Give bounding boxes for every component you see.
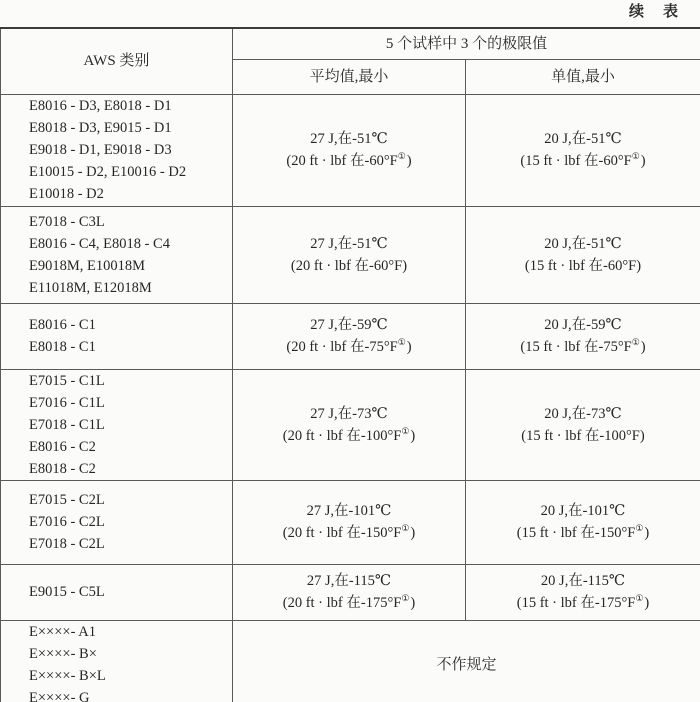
value-line1: 27 J,在-59℃	[310, 317, 388, 333]
value-line2-close: )	[406, 339, 412, 355]
table-row	[1, 620, 700, 702]
value-line2-text: (15 ft · lbf 在-175°F	[516, 595, 636, 611]
value-line2	[466, 425, 700, 447]
table-row	[1, 303, 700, 369]
value-line2-close: )	[644, 595, 650, 611]
value-line2-close: )	[410, 525, 416, 541]
aws-class-line: E8016 - D3, E8018 - D1	[29, 98, 172, 114]
table-row	[1, 564, 700, 620]
value-line2-text: (20 ft · lbf 在-175°F	[282, 595, 402, 611]
value-line1: 27 J,在-101℃	[306, 503, 392, 519]
average-min-header: 平均值,最小	[233, 59, 466, 94]
aws-class-line: E9018M, E10018M	[29, 257, 145, 274]
value-line2	[233, 592, 465, 614]
value-line1: 27 J,在-51℃	[310, 235, 388, 252]
aws-class-line: E8016 - C1	[29, 317, 96, 333]
single-value-cell	[466, 480, 700, 564]
footnote-marker: ①	[401, 425, 411, 436]
value-line2-text: (20 ft · lbf 在-60°F	[286, 153, 398, 169]
limit-values-span-header: 5 个试样中 3 个的极限值	[233, 28, 700, 59]
footnote-marker: ①	[401, 523, 411, 534]
table-row	[1, 369, 700, 480]
average-value-cell	[233, 564, 466, 620]
aws-class-line: E7018 - C3L	[29, 213, 105, 230]
aws-class-line: E8018 - D3, E9015 - D1	[29, 120, 172, 136]
aws-class-line: E9018 - D1, E9018 - D3	[29, 142, 172, 158]
value-line2-text: (20 ft · lbf 在-75°F	[286, 339, 398, 355]
value-line2-text: (15 ft · lbf 在-75°F	[520, 339, 632, 355]
aws-class-line: E7015 - C2L	[29, 492, 105, 508]
aws-class-line: E××××- A1	[29, 623, 96, 640]
value-line2	[233, 522, 465, 544]
value-line2	[233, 150, 465, 172]
value-line2	[466, 522, 700, 544]
table-row	[1, 94, 700, 206]
value-line1: 20 J,在-59℃	[544, 317, 622, 333]
aws-class-line: E7015 - C1L	[29, 372, 105, 389]
aws-class-cell	[1, 206, 233, 303]
value-line2	[233, 336, 465, 358]
footnote-marker: ①	[635, 523, 645, 534]
aws-class-line: E10018 - D2	[29, 186, 104, 202]
aws-class-line: E××××- B×	[29, 645, 97, 662]
value-line1: 20 J,在-51℃	[544, 235, 622, 252]
footnote-marker: ①	[635, 593, 645, 604]
footnote-marker: ①	[631, 337, 641, 348]
no-requirement-cell: 不作规定	[233, 620, 700, 702]
value-line1: 20 J,在-51℃	[544, 131, 622, 147]
aws-class-line: E9015 - C5L	[29, 584, 105, 600]
value-line2	[466, 336, 700, 358]
average-value-cell	[233, 480, 466, 564]
aws-class-line: E11018M, E12018M	[29, 279, 152, 296]
value-line2-close: )	[410, 427, 416, 444]
aws-class-line: E8016 - C4, E8018 - C4	[29, 235, 170, 252]
aws-class-line: E8018 - C2	[29, 460, 96, 477]
value-line1: 20 J,在-101℃	[540, 503, 626, 519]
aws-class-header: AWS 类别	[1, 28, 233, 94]
aws-class-cell	[1, 94, 233, 206]
aws-class-line: E7018 - C1L	[29, 416, 105, 433]
aws-class-cell	[1, 303, 233, 369]
aws-class-line: E10015 - D2, E10016 - D2	[29, 164, 187, 180]
continued-table-label: 续 表	[628, 4, 680, 20]
aws-class-cell	[1, 369, 233, 480]
aws-class-line: E7016 - C2L	[29, 514, 105, 530]
value-line2-text: (15 ft · lbf 在-60°F	[520, 153, 632, 169]
value-line2-text: (15 ft · lbf 在-100°F)	[521, 427, 645, 444]
footnote-marker: ①	[397, 151, 407, 162]
value-line1: 27 J,在-73℃	[310, 405, 388, 422]
value-line2-text: (20 ft · lbf 在-100°F	[282, 427, 402, 444]
average-value-cell	[233, 94, 466, 206]
aws-class-line: E××××- G	[29, 689, 90, 702]
value-line2-close: )	[640, 339, 646, 355]
impact-values-table	[0, 27, 700, 702]
single-value-cell	[466, 206, 700, 303]
value-line2-close: )	[640, 153, 646, 169]
aws-class-line: E8016 - C2	[29, 438, 96, 455]
value-line1: 20 J,在-73℃	[544, 405, 622, 422]
aws-class-cell	[1, 564, 233, 620]
single-value-cell	[466, 94, 700, 206]
table-row	[1, 480, 700, 564]
value-line2-text: (20 ft · lbf 在-150°F	[282, 525, 402, 541]
average-value-cell	[233, 303, 466, 369]
value-line1: 20 J,在-115℃	[540, 573, 626, 589]
single-min-header: 单值,最小	[466, 59, 700, 94]
value-line2	[233, 425, 465, 447]
value-line2	[233, 255, 465, 277]
aws-class-line: E7018 - C2L	[29, 536, 105, 552]
aws-class-line: E××××- B×L	[29, 667, 106, 684]
value-line1: 27 J,在-51℃	[310, 131, 388, 147]
average-value-cell	[233, 369, 466, 480]
value-line2-close: )	[406, 153, 412, 169]
value-line2	[466, 150, 700, 172]
value-line2-text: (15 ft · lbf 在-60°F)	[524, 257, 642, 274]
single-value-cell	[466, 564, 700, 620]
aws-class-line: E7016 - C1L	[29, 394, 105, 411]
value-line1: 27 J,在-115℃	[306, 573, 392, 589]
single-value-cell	[466, 369, 700, 480]
average-value-cell	[233, 206, 466, 303]
aws-class-line: E8018 - C1	[29, 339, 96, 355]
value-line2	[466, 592, 700, 614]
aws-class-cell	[1, 480, 233, 564]
value-line2-text: (20 ft · lbf 在-60°F)	[290, 257, 408, 274]
footnote-marker: ①	[631, 151, 641, 162]
footnote-marker: ①	[401, 593, 411, 604]
single-value-cell	[466, 303, 700, 369]
footnote-marker: ①	[397, 337, 407, 348]
value-line2-text: (15 ft · lbf 在-150°F	[516, 525, 636, 541]
value-line2-close: )	[644, 525, 650, 541]
table-row	[1, 206, 700, 303]
value-line2	[466, 255, 700, 277]
value-line2-close: )	[410, 595, 416, 611]
aws-class-cell	[1, 620, 233, 702]
